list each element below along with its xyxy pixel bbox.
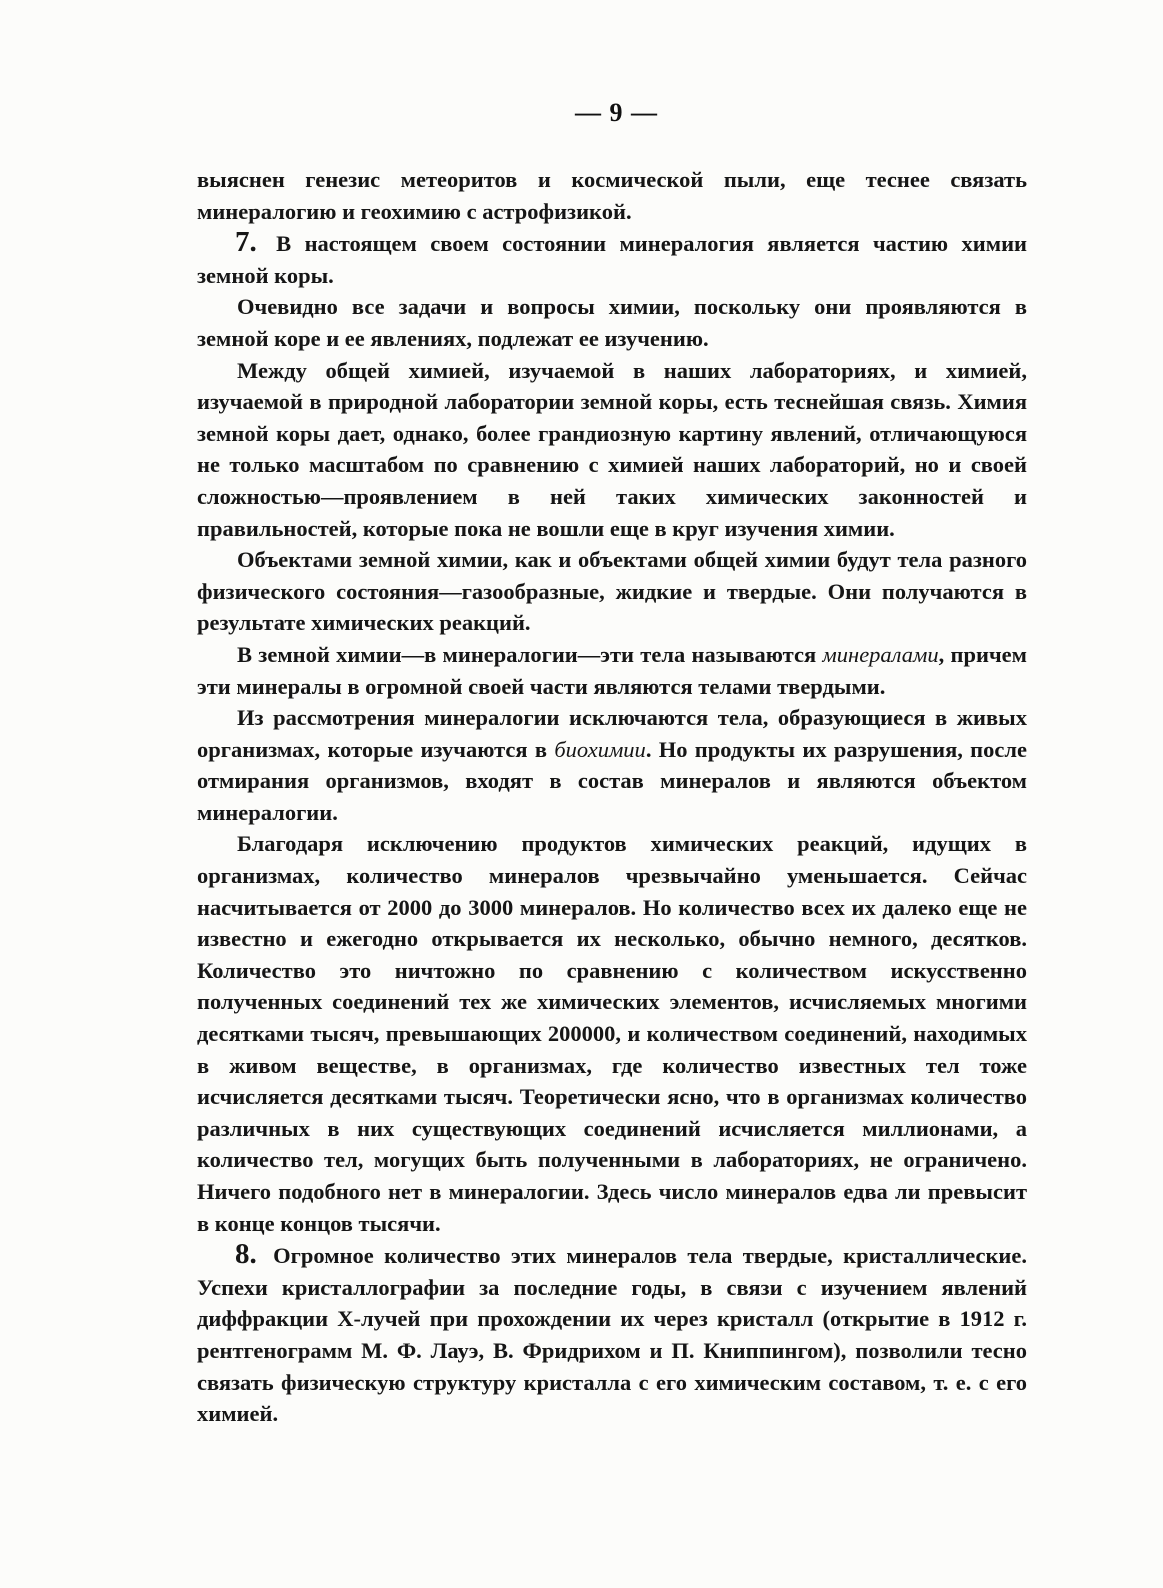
text-run: Из рассмотрения минералогии исключаются тела, образующиеся в живых организмах, которые изучаются в — [197, 705, 1027, 762]
paragraph — [197, 639, 1027, 702]
paragraph: Объектами земной химии, как и объектами общей химии будут тела разного физического состояния—газообразные, жидкие и твердые. Они получаются в результате химических реакций. — [197, 547, 1027, 636]
paragraph: Благодаря исключению продуктов химических реакций, идущих в организмах, количество минералов чрезвычайно уменьшается. Сейчас насчитывается от 2000 до 3000 минералов. Но количество всех их далеко еще не известно и ежегодно открывается их несколько, обычно немного, десятков. Количество это ничтожно по сравнению с количеством искусственно полученных соединений тех же химических элементов, исчисляемых многими десятками тысяч, превышающих 200000, и количеством соединений, находимых в живом веществе, в организмах, где количество известных тел тоже исчисляется десятками тысяч. Теоретически ясно, что в организмах количество различных в них существующих соединений исчисляется миллионами, а количество тел, могущих быть полученными в лабораториях, не ограничено. Ничего подобного нет в минералогии. Здесь число минералов едва ли превысит в конце концов тысячи. — [197, 831, 1027, 1236]
paragraph-continuation: выяснен генезис метеоритов и космической пыли, еще теснее связать минералогию и геохимию с астрофизикой. — [197, 167, 1027, 224]
paragraph: Очевидно все задачи и вопросы химии, поскольку они проявляются в земной коре и ее явлениях, подлежат ее изучению. — [197, 294, 1027, 351]
section-number: 8. — [235, 1238, 257, 1271]
section-8-text: Огромное количество этих минералов тела твердые, кристаллические. Успехи кристаллографии за последние годы, в связи с изучением явлений диффракции X-лучей при прохождении их через кристалл (открытие в 1912 г. рентгенограмм М. Ф. Лауэ, В. Фридрихом и П. Книппингом), позволили тесно связать физическую структуру кристалла с его химическим составом, т. е. с его химией. — [197, 1243, 1028, 1427]
body-text — [197, 164, 1027, 1430]
page-number: — 9 — — [575, 98, 658, 127]
text-run: , причем эти минералы в огромной своей части являются телами твердыми. — [197, 641, 1027, 699]
section-8-paragraph — [197, 1239, 1027, 1430]
emphasis-term: минералами — [822, 641, 939, 667]
text-run: В земной химии—в минералогии—эти тела называются — [237, 641, 823, 667]
section-7-paragraph — [197, 227, 1027, 291]
emphasis-term: биохимии — [554, 736, 646, 762]
section-number: 7. — [235, 226, 257, 259]
paragraph — [197, 702, 1027, 828]
section-7-text: В настоящем своем состоянии минералогия является частию химии земной коры. — [197, 231, 1027, 288]
paragraph: Между общей химией, изучаемой в наших лабораториях, и химией, изучаемой в природной лаборатории земной коры, есть теснейшая связь. Химия земной коры дает, однако, более грандиозную картину явлений, отличающуюся не только масштабом по сравнению с химией наших лабораторий, но и своей сложностью—проявлением в ней таких химических законностей и правильностей, которые пока не вошли еще в круг изучения химии. — [197, 357, 1027, 541]
text-run: . Но продукты их разрушения, после отмирания организмов, входят в состав минералов и являются объектом минералогии. — [197, 736, 1027, 825]
